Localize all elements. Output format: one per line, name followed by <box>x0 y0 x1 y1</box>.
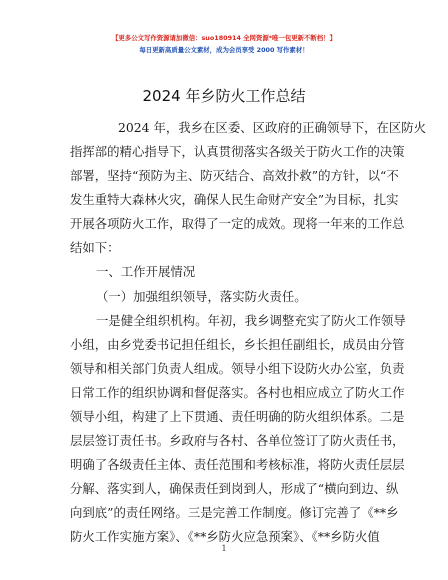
section-heading: 一、工作开展情况 <box>96 264 196 279</box>
page-number: 1 <box>221 544 227 553</box>
promo-banner-line-2: 每日更新高质量公文素材，成为会员享受 2000 写作素材！ <box>139 46 309 54</box>
body-line: 2024 年，我乡在区委、区政府的正确领导下，在区防火 <box>118 120 427 135</box>
body-line: 领导小组，构建了上下贯通、责任明确的防火组织体系。二是 <box>70 409 405 424</box>
body-line: 层层签订责任书。乡政府与各村、各单位签订了防火责任书， <box>70 433 405 448</box>
body-line: 分解、落实到人，确保责任到岗到人，形成了“横向到边、纵 <box>70 481 399 496</box>
body-line: 结如下： <box>70 240 120 255</box>
body-line: 小组，由乡党委书记担任组长，乡长担任副组长，成员由分管 <box>70 337 405 352</box>
body-line: 防火工作实施方案》、《**乡防火应急预案》、《**乡防火值 <box>70 529 380 544</box>
body-line: 向到底”的责任网络。三是完善工作制度。修订完善了《**乡 <box>70 505 399 520</box>
promo-banner-line-1: 【更多公文写作资源请加微信：suo180914 全网资源*唯一包更新不断档！】 <box>112 34 336 42</box>
body-line: 明确了各级责任主体、责任范围和考核标准，将防火责任层层 <box>70 457 405 472</box>
body-line: 部署，坚持“预防为主、防灭结合、高效扑救”的方针，以“不 <box>70 168 399 183</box>
body-line: 发生重特大森林火灾，确保人民生命财产安全”为目标，扎实 <box>70 192 399 207</box>
body-line: 开展各项防火工作，取得了一定的成效。现将一年来的工作总 <box>70 216 405 231</box>
document-title: 2024 年乡防火工作总结 <box>142 87 306 105</box>
subsection-heading: （一）加强组织领导，落实防火责任。 <box>96 289 307 304</box>
body-line: 日常工作的组织协调和督促落实。各村也相应成立了防火工作 <box>70 385 405 400</box>
body-line: 一是健全组织机构。年初，我乡调整充实了防火工作领导 <box>96 313 406 328</box>
body-line: 领导和相关部门负责人组成。领导小组下设防火办公室，负责 <box>70 361 405 376</box>
body-line: 指挥部的精心指导下，认真贯彻落实各级关于防火工作的决策 <box>70 144 405 159</box>
